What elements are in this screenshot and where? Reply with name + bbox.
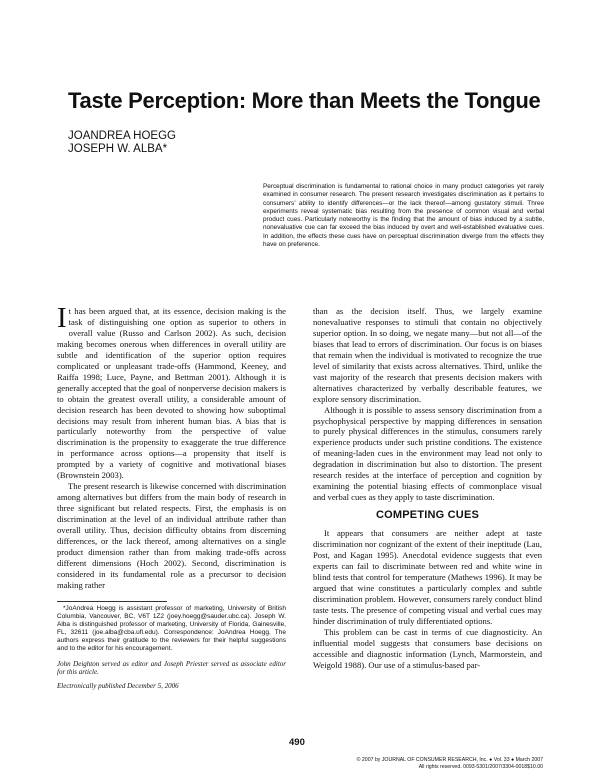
author-footnote: *JoAndrea Hoegg is assistant professor of marketing, University of British Columbia, Vancouver, BC, V6T 1Z2 (joey.hoegg@sauder.ubc.ca). Joseph W. Alba is distinguished professor of marketing, University of Florida, Gainesville, FL, 32611 (joe.alba@cba.ufl.edu). Correspondence: JoAndrea Hoegg. The authors express their gratitude to the reviewers for their helpful suggestions and to the editor for his encouragement. [57,605,286,653]
paragraph-text: t has been argued that, at its essence, decision making is the task of distinguishing one option as superior to others in overall value (Russo and Carlson 2002). As such, decision making becomes onerous when differences in overall utility are subtle and identification of the superior option requires complicated or unpleasant trade-offs (Hammond, Keeney, and Raiffa 1998; Luce, Payne, and Bettman 2001). Although it is generally accepted that the goal of nonperverse decision makers is to obtain the greatest overall utility, a considerable amount of decision research has been devoted to showing how suboptimal decisions may result from inherent human bias. A bias that is particularly noteworthy from the perspective of value discrimination is the propensity to exaggerate the true difference in performance across options—a propensity that itself is prompted by a variety of cognitive and motivational biases (Brownstein 2003). [57,306,286,481]
author-name: JOSEPH W. ALBA* [68,143,168,155]
section-heading: COMPETING CUES [375,509,480,522]
body-paragraph: The present research is likewise concerned with discrimination among alternatives but differs from the main body of research in three significant but related respects. First, the emphasis is on discrimination at the level of an individual attribute rather than overall utility. Thus, decision difficulty obtains from discerning differences, or the lack thereof, among alternatives on a single product dimension rather than from making trade-offs across different dimensions (Hoch 2002). Second, discrimination is considered in its fundamental role as a precursor to decision making rather [57,481,286,590]
body-paragraph: than as the decision itself. Thus, we largely examine nonevaluative responses to stimuli that contain no objectively superior option. In so doing, we negate many—but not all—of the biases that lead to errors of discrimination. Our focus is on biases that remain when the individual is motivated to recognize the true level of similarity that exists across alternatives. Third, unlike the vast majority of the research that presents decision makers with alternatives characterized by verbally describable features, we explore sensory discrimination. [313,306,542,404]
body-paragraph: Although it is possible to assess sensory discrimination from a psychophysical perspective by mapping differences in sensation to purely physical differences in the stimulus, consumers rarely experience products under such pristine conditions. The existence of meaning-laden cues in the environment may lead not only to degradation in discrimination but also to distortion. The present research resides at the interface of perception and cognition by examining the potential biasing effects of commonplace visual and verbal cues as they apply to taste discrimination. [313,404,542,503]
article-title: Taste Perception: More than Meets the Tongue [68,88,541,113]
body-paragraph: This problem can be cast in terms of cue diagnosticity. An influential model suggests that consumers base decisions on accessible and diagnostic information (Lynch, Marmorstein, and Weigold 1988). Our use of a stimulus-based par- [313,626,542,670]
body-column-left [57,306,286,596]
publication-note: Electronically published December 5, 2006 [57,681,179,690]
author-name: JOANDREA HOEGG [68,130,176,142]
body-column-right [313,306,542,761]
author-list [68,130,176,156]
rights-line: All rights reserved. 0093-5301/2007/3304-0018$10.00 [418,764,543,770]
journal-info [357,757,543,771]
copyright-line: © 2007 by JOURNAL OF CONSUMER RESEARCH, Inc. ● Vol. 33 ● March 2007 [356,757,543,763]
abstract: Perceptual discrimination is fundamental to rational choice in many product categories yet rarely examined in consumer research. The present research investigates discrimination as it pertains to consumers’ ability to identify differences—or the lack thereof—among gustatory stimuli. Three experiments reveal systematic bias resulting from the presence of common visual and verbal product cues. Particularly noteworthy is the finding that the amount of bias induced by a subtle, nonevaluative cue can far exceed the bias induced by overt and well-established evaluative cues. In addition, the effects these cues have on perceptual discrimination diverge from the effects they have on preference. [263,183,544,249]
footnote-divider [57,601,167,602]
page-number: 490 [289,737,305,748]
editor-note: John Deighton served as editor and Joseph Priester served as associate editor for this article. [57,659,286,677]
body-paragraph [57,306,286,481]
drop-cap: I [57,306,67,334]
footnote-block [57,605,286,695]
body-paragraph: It appears that consumers are neither adept at taste discrimination nor cognizant of the extent of their ineptitude (Lau, Post, and Kagan 1995). Anecdotal evidence suggests that even experts can fail to discriminate between red and white wine in blind tests that control for temperature (Mathews 1996). It may be argued that wine constitutes a particularly complex and subtle discrimination problem. However, consumers rarely conduct blind taste tests. The presence of competing visual and verbal cues may hinder discrimination of truly differentiated options. [313,528,542,626]
